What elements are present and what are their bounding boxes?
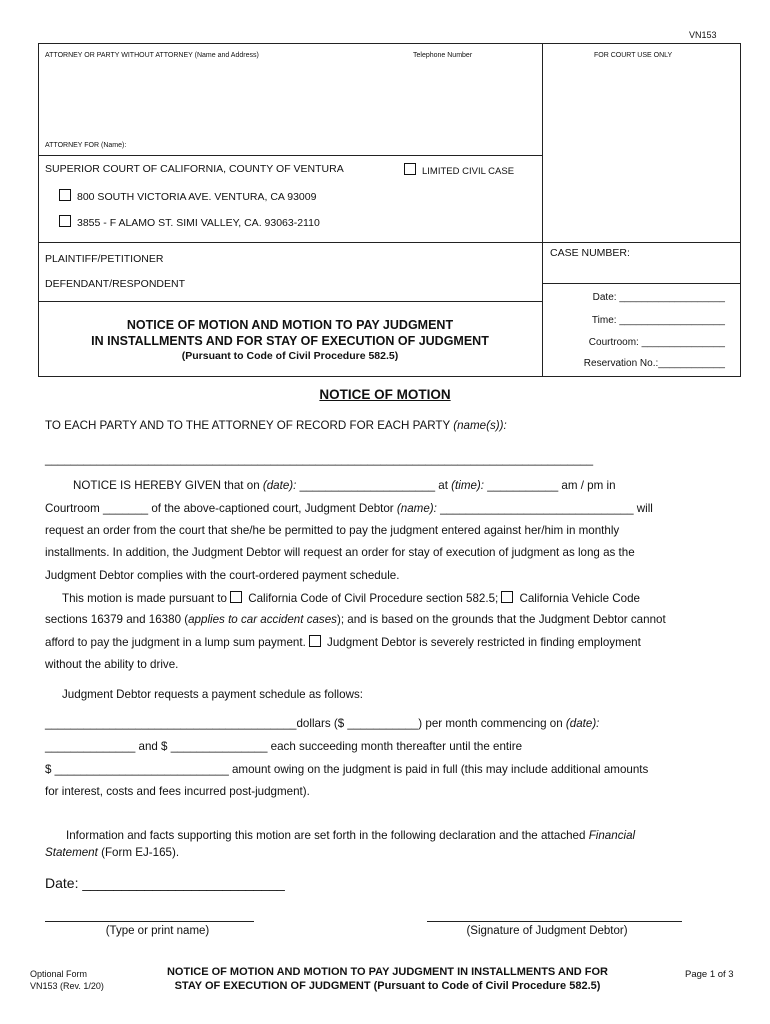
attorney-for-label: ATTORNEY FOR (Name): (45, 142, 127, 149)
to-each-party: TO EACH PARTY AND TO THE ATTORNEY OF RECORD FOR EACH PARTY (name(s)): (45, 419, 507, 432)
court-name: SUPERIOR COURT OF CALIFORNIA, COUNTY OF VENTURA (45, 163, 344, 175)
motion-line-4: without the ability to drive. (45, 658, 179, 671)
notice-heading: NOTICE OF MOTION (319, 387, 451, 402)
print-name-label: (Type or print name) (105, 925, 210, 937)
motion-line-3: afford to pay the judgment in a lump sum payment. Judgment Debtor is severely restricted in finding employment (45, 636, 641, 649)
schedule-line-1[interactable]: _______________________________________dollars ($ ___________) per month commencing on (date): (45, 717, 600, 730)
date-field[interactable]: Date: __________________________ (45, 875, 285, 891)
court-use-label: FOR COURT USE ONLY (594, 52, 673, 59)
notice-para-3: request an order from the court that she/he be permitted to pay the judgment entered against her/him in monthly (45, 524, 620, 537)
title-line-2: IN INSTALLMENTS AND FOR STAY OF EXECUTION OF JUDGMENT (91, 334, 489, 348)
hearing-date[interactable]: Date: ___________________ (592, 292, 725, 303)
attorney-label: ATTORNEY OR PARTY WITHOUT ATTORNEY (Name and Address) (45, 52, 259, 59)
motion-line-1: This motion is made pursuant to California Code of Civil Procedure section 582.5; California Vehicle Code (62, 592, 641, 605)
hearing-reservation[interactable]: Reservation No.:____________ (583, 358, 725, 369)
footer-page: Page 1 of 3 (685, 969, 734, 980)
employment-checkbox[interactable] (309, 635, 321, 647)
signature-label: (Signature of Judgment Debtor) (466, 925, 628, 937)
case-number-label: CASE NUMBER: (550, 247, 630, 259)
footer-optional: Optional Form (30, 969, 88, 979)
court-address-simi[interactable] (59, 215, 320, 229)
schedule-line-4: for interest, costs and fees incurred post-judgment). (45, 785, 310, 798)
info-line-1: Information and facts supporting this motion are set forth in the following declaration and the attached Financial (66, 829, 636, 842)
notice-para-5: Judgment Debtor complies with the court-ordered payment schedule. (45, 569, 400, 582)
footer-title-2: STAY OF EXECUTION OF JUDGMENT (Pursuant to Code of Civil Procedure 582.5) (174, 980, 601, 992)
hearing-time[interactable]: Time: ___________________ (591, 315, 725, 326)
schedule-intro: Judgment Debtor requests a payment schedule as follows: (62, 688, 363, 701)
ventura-checkbox[interactable] (59, 189, 71, 201)
ventura-address-label: 800 SOUTH VICTORIA AVE. VENTURA, CA 93009 (77, 191, 317, 203)
court-address-ventura[interactable] (59, 189, 316, 203)
form-id: VN153 (689, 30, 717, 40)
info-line-2: Statement (Form EJ-165). (45, 846, 180, 859)
ccp-checkbox[interactable] (230, 591, 242, 603)
vehicle-code-checkbox[interactable] (501, 591, 513, 603)
print-name-line[interactable] (45, 921, 254, 922)
schedule-line-3[interactable]: $ ___________________________ amount owing on the judgment is paid in full (this may include additional amounts (45, 763, 649, 776)
notice-para-1: NOTICE IS HEREBY GIVEN that on (date): _____________________ at (time): ___________ am / pm in (73, 479, 616, 492)
hearing-courtroom[interactable]: Courtroom: _______________ (588, 337, 725, 348)
telephone-label: Telephone Number (413, 52, 473, 59)
title-line-3: (Pursuant to Code of Civil Procedure 582.5) (181, 350, 399, 362)
signature-line[interactable] (427, 921, 682, 922)
simi-checkbox[interactable] (59, 215, 71, 227)
limited-civil-case[interactable] (404, 163, 514, 177)
notice-para-2: Courtroom _______ of the above-captioned court, Judgment Debtor (name): ______________________________ will (45, 502, 653, 515)
title-line-1: NOTICE OF MOTION AND MOTION TO PAY JUDGMENT (126, 318, 454, 332)
plaintiff-label: PLAINTIFF/PETITIONER (45, 253, 164, 265)
motion-line-2: sections 16379 and 16380 (applies to car accident cases); and is based on the grounds that the Judgment Debtor cannot (45, 613, 666, 626)
names-blank-line[interactable]: _____________________________________________________________________________________ (45, 453, 594, 466)
footer-title-1: NOTICE OF MOTION AND MOTION TO PAY JUDGMENT IN INSTALLMENTS AND FOR (166, 966, 609, 978)
defendant-label: DEFENDANT/RESPONDENT (45, 278, 186, 290)
footer-rev: VN153 (Rev. 1/20) (30, 981, 104, 991)
limited-civil-checkbox[interactable] (404, 163, 416, 175)
limited-civil-label: LIMITED CIVIL CASE (422, 166, 515, 177)
simi-address-label: 3855 - F ALAMO ST. SIMI VALLEY, CA. 93063-2110 (77, 217, 320, 229)
notice-para-4: installments. In addition, the Judgment Debtor will request an order for stay of execution of judgment as long as the (45, 546, 635, 559)
schedule-line-2[interactable]: ______________ and $ _______________ each succeeding month thereafter until the entire (45, 740, 523, 753)
